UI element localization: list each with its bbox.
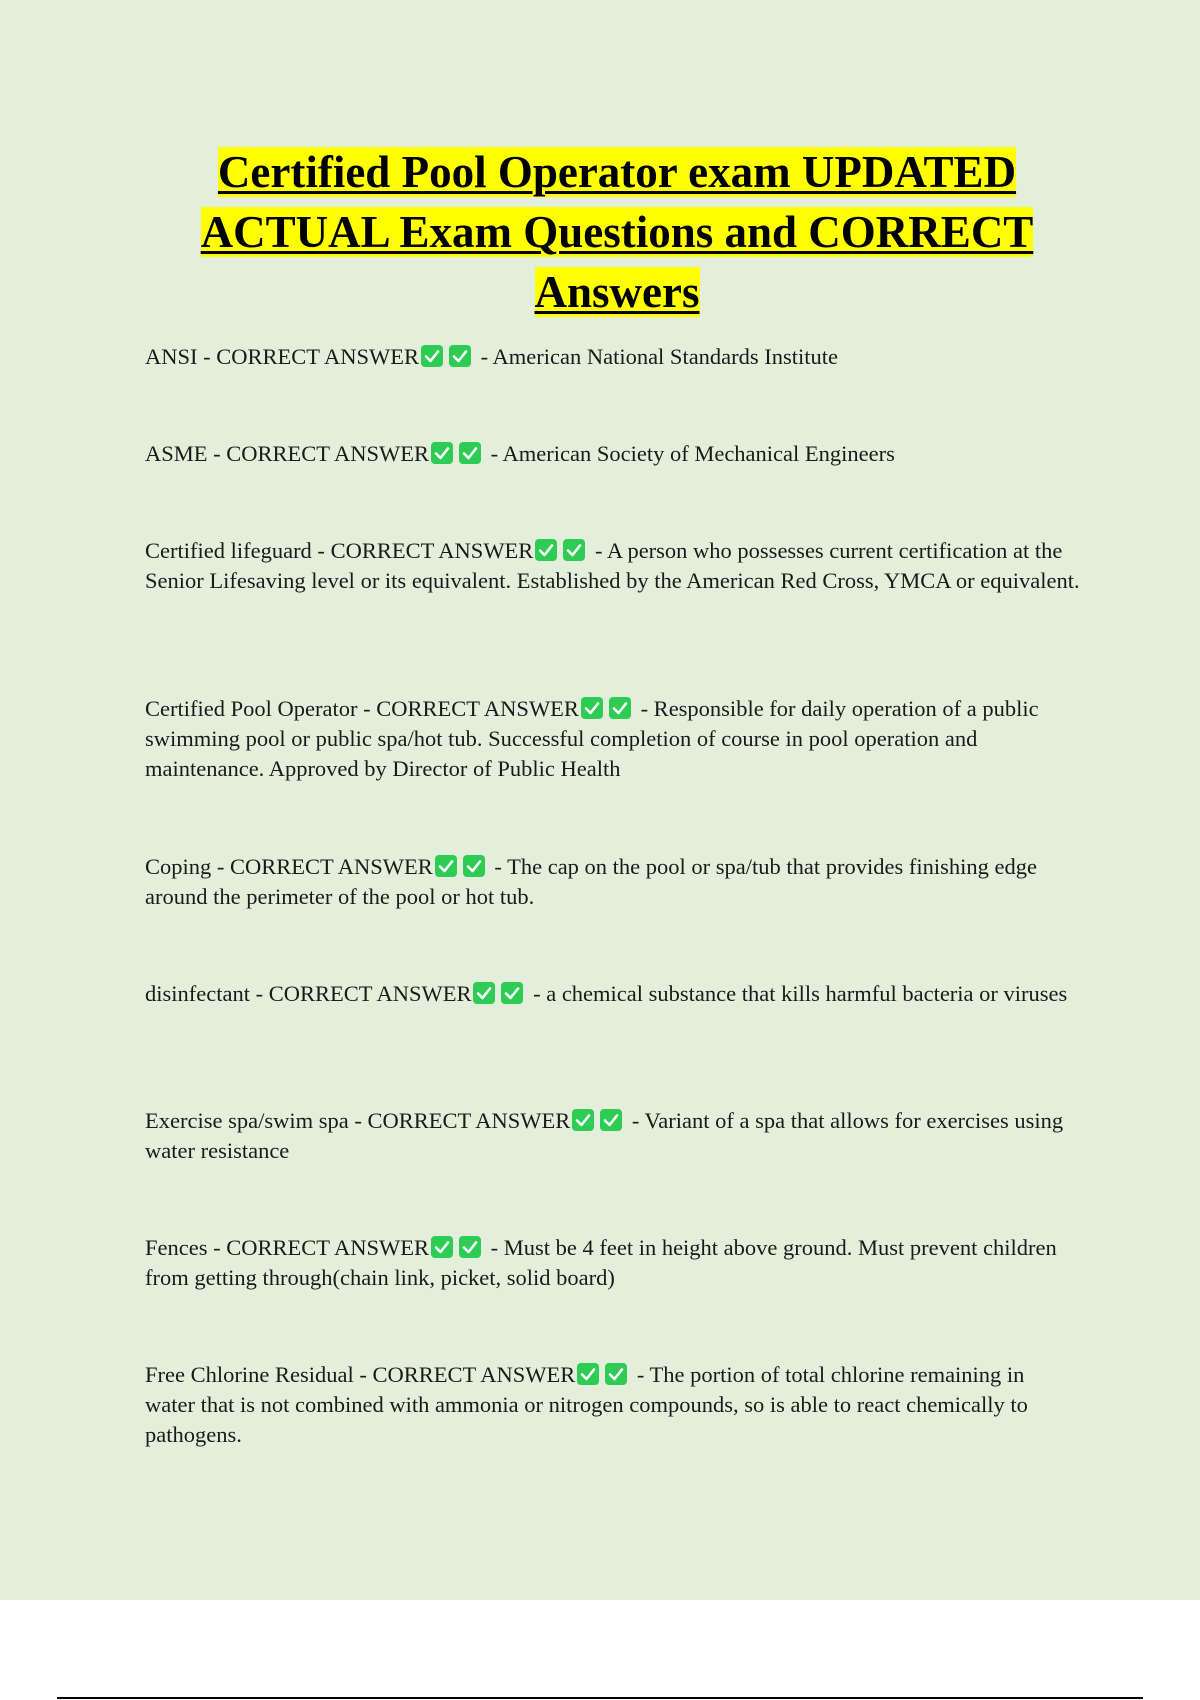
entry-term: Fences - <box>145 1235 227 1260</box>
qa-entry <box>145 1106 1080 1166</box>
check-mark-icon <box>605 1363 627 1385</box>
answer-label: CORRECT ANSWER <box>268 981 472 1006</box>
entry-definition: - a chemical substance that kills harmful bacteria or viruses <box>527 981 1068 1006</box>
qa-entry <box>145 439 1080 469</box>
entry-term: Exercise spa/swim spa - <box>145 1108 368 1133</box>
check-mark-icon <box>431 442 453 464</box>
title-line: Answers <box>534 267 700 317</box>
check-mark-icon <box>463 855 485 877</box>
check-mark-icon <box>563 539 585 561</box>
qa-entry <box>145 342 1080 372</box>
entry-term: Free Chlorine Residual - <box>145 1362 373 1387</box>
check-mark-icon <box>577 1363 599 1385</box>
answer-label: CORRECT ANSWER <box>372 1362 576 1387</box>
answer-label: CORRECT ANSWER <box>376 696 579 721</box>
entry-definition: - The portion of total chlorine remaining in water that is not combined with ammonia or nitrogen compounds, so is able to react chemically to pathogens. <box>145 1362 1028 1447</box>
entry-term: disinfectant - <box>145 981 269 1006</box>
check-mark-icon <box>609 697 631 719</box>
page-bottom-rule <box>57 1697 1143 1699</box>
answer-label: CORRECT ANSWER <box>330 538 534 563</box>
answer-label: CORRECT ANSWER <box>226 441 430 466</box>
title-line: Certified Pool Operator exam UPDATED <box>217 147 1017 197</box>
check-mark-icon <box>600 1109 622 1131</box>
check-mark-icon <box>421 345 443 367</box>
entry-term: Certified Pool Operator - <box>145 696 377 721</box>
qa-entry <box>145 694 1080 784</box>
check-mark-icon <box>473 982 495 1004</box>
answer-label: CORRECT ANSWER <box>230 854 433 879</box>
entry-definition: - A person who possesses current certification at the Senior Lifesaving level or its equivalent. Established by the American Red Cross, YMCA or equivalent. <box>145 538 1080 593</box>
check-mark-icon <box>459 442 481 464</box>
qa-entry <box>145 1233 1080 1293</box>
check-mark-icon <box>449 345 471 367</box>
qa-entry <box>145 979 1080 1009</box>
check-mark-icon <box>459 1236 481 1258</box>
entry-definition: - Variant of a spa that allows for exercises using water resistance <box>145 1108 1064 1163</box>
check-mark-icon <box>581 697 603 719</box>
answer-label: CORRECT ANSWER <box>226 1235 429 1260</box>
title-line: ACTUAL Exam Questions and CORRECT <box>200 207 1034 257</box>
check-mark-icon <box>572 1109 594 1131</box>
check-mark-icon <box>435 855 457 877</box>
entry-term: Coping - <box>145 854 231 879</box>
answer-label: CORRECT ANSWER <box>216 344 419 369</box>
entry-definition: - Must be 4 feet in height above ground. Must prevent children from getting through(chain link, picket, solid board) <box>145 1235 1057 1290</box>
entry-definition: - American Society of Mechanical Engineers <box>485 441 895 466</box>
check-mark-icon <box>535 539 557 561</box>
qa-entry <box>145 536 1080 596</box>
document-title <box>150 142 1084 322</box>
entry-definition: - The cap on the pool or spa/tub that provides finishing edge around the perimeter of the pool or hot tub. <box>145 854 1037 909</box>
entry-definition: - Responsible for daily operation of a public swimming pool or public spa/hot tub. Successful completion of course in pool operation and maintenance. Approved by Director of Public Health <box>145 696 1039 781</box>
check-mark-icon <box>501 982 523 1004</box>
answer-label: CORRECT ANSWER <box>367 1108 571 1133</box>
entry-term: ANSI - <box>145 344 217 369</box>
check-mark-icon <box>431 1236 453 1258</box>
entry-term: ASME - <box>145 441 227 466</box>
qa-entry <box>145 1360 1080 1450</box>
entry-definition: - American National Standards Institute <box>475 344 839 369</box>
entry-term: Certified lifeguard - <box>145 538 331 563</box>
qa-entry <box>145 852 1080 912</box>
